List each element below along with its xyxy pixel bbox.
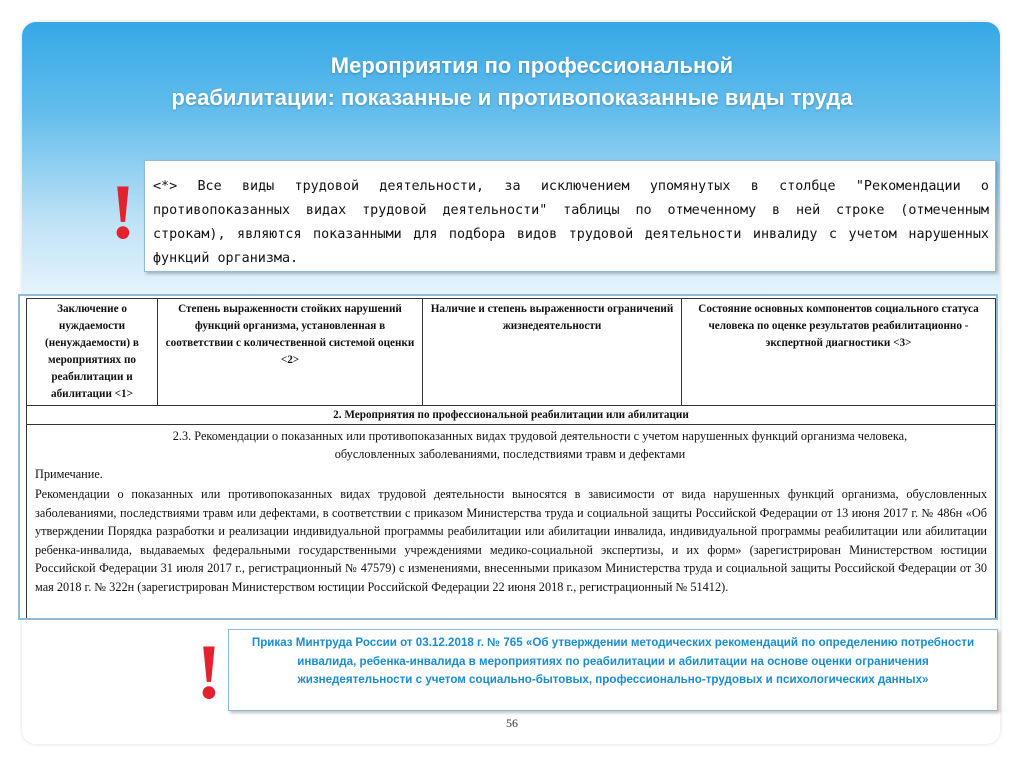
exclamation-icon-bottom: ! <box>196 628 222 715</box>
note-box <box>144 160 996 272</box>
table-header-row <box>27 299 996 406</box>
recommendation-line-1: 2.3. Рекомендации о показанных или противопоказанных видах трудовой деятельности с учетом нарушенных функций организма человека, <box>172 429 908 443</box>
title-line-1: Мероприятия по профессиональной <box>330 53 734 78</box>
header-cell-social-status: Состояние основных компонентов социального статуса человека по оценке результатов реабилитационно - экспертной диагностики <3> <box>682 299 996 406</box>
note-text: <*> Все виды трудовой деятельности, за исключением упомянутых в столбце "Рекомендации о противопоказанных видах трудовой деятельности" таблицы по отмеченному в ней строке (отмеченным строкам), являются показанными для подбора видов трудовой деятельности инвалиду с учетом нарушенных функций организма. <box>153 179 989 266</box>
document-excerpt <box>18 294 998 620</box>
slide-title <box>0 50 1024 114</box>
note-paragraph: Рекомендации о показанных или противопоказанных видах трудовой деятельности выносятся в зависимости от вида нарушенных функций организма, обусловленных заболеваниями, последствиями травм или дефектами, в соответствии с приказом Министерства труда и социальной защиты Российской Федерации от 13 июня 2017 г. № 486н «Об утверждении Порядка разработки и реализации индивидуальной программы реабилитации или абилитации инвалида, индивидуальной программы реабилитации или абилитации ребенка-инвалида, выдаваемых федеральными государственными учреждениями медико-социальной экспертизы, и их форм» (зарегистрирован Министерством юстиции Российской Федерации 31 июля 2017 г., регистрационный № 47579) с изменениями, внесенными приказом Министерства труда и социальной защиты Российской Федерации от 30 мая 2018 г. № 322н (зарегистрирован Министерством юстиции Российской Федерации 22 июня 2018 г., регистрационный № 51412). <box>35 487 987 594</box>
note-label: Примечание. <box>35 467 103 481</box>
header-cell-limitations: Наличие и степень выраженности ограничений жизнедеятельности <box>423 299 682 406</box>
title-line-2: реабилитации: показанные и противопоказанные виды труда <box>171 85 853 110</box>
page-number: 56 <box>506 716 518 730</box>
exclamation-icon: ! <box>110 168 136 255</box>
header-table <box>26 298 996 406</box>
table-body-cell <box>26 425 996 620</box>
recommendation-heading <box>35 427 985 463</box>
law-reference-text: Приказ Минтруда России от 03.12.2018 г. № 765 «Об утверждении методических рекомендаций по определению потребности инвалида, ребенка-инвалида в мероприятиях по реабилитации и абилитации на основе оценки ограничения жизнедеятельности с учетом социально-бытовых, профессионально-трудовых и психологических данных» <box>251 636 975 686</box>
section-title: 2. Мероприятия по профессиональной реабилитации или абилитации <box>26 406 996 425</box>
header-cell-need: Заключение о нуждаемости (ненуждаемости) в мероприятиях по реабилитации и абилитации <1> <box>27 299 158 406</box>
header-cell-impairment: Степень выраженности стойких нарушений функций организма, установленная в соответствии с количественной системой оценки <2> <box>158 299 423 406</box>
recommendation-line-2: обусловленных заболеваниями, последствиями травм и дефектами <box>334 447 686 461</box>
law-reference-box <box>228 629 998 711</box>
